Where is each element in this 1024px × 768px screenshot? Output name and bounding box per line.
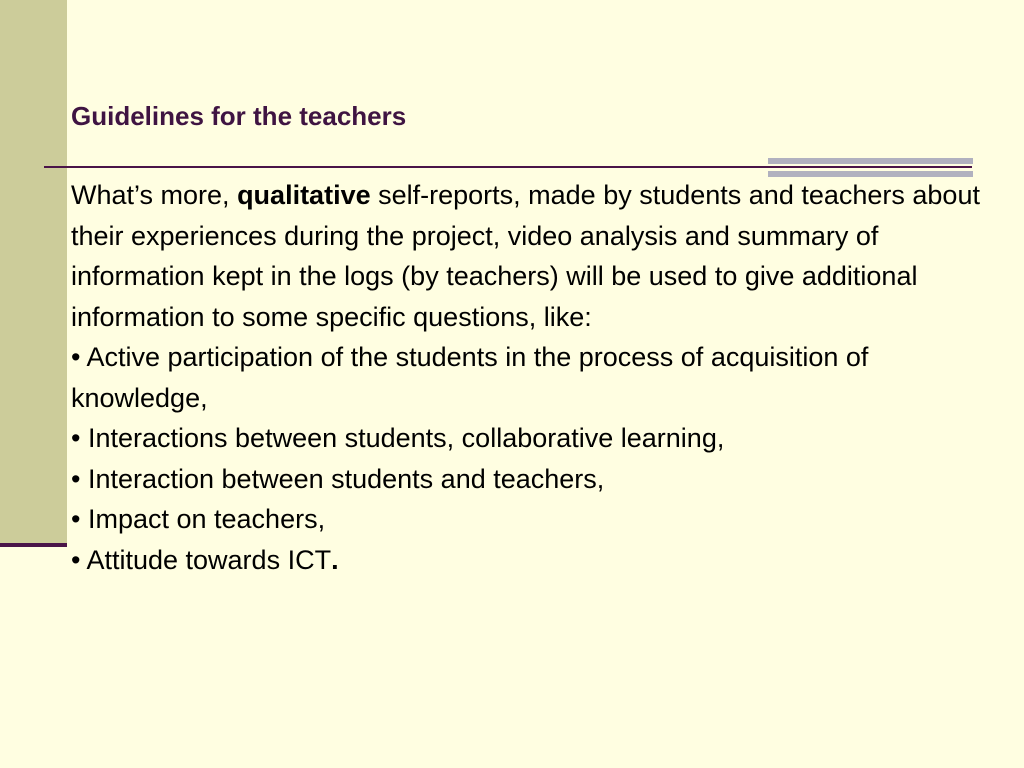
bullet-attitude-ict <box>71 540 996 581</box>
bullet-text: • Active participation of the students in the process of acquisition of knowledge, <box>71 342 869 413</box>
bullet-interactions-students <box>71 418 996 459</box>
bullet-interaction-teachers <box>71 459 996 500</box>
bullet-end-mark: . <box>331 544 339 575</box>
bullet-text: • Interaction between students and teachers, <box>71 463 605 494</box>
side-decoration-rule <box>0 543 67 547</box>
intro-paragraph <box>71 175 996 337</box>
side-decoration-bar <box>0 0 67 543</box>
intro-rest: self-reports, made by students and teachers about their experiences during the project, video analysis and summary of information kept in the logs (by teachers) will be used to give additional information to some specific questions, like: <box>71 180 980 332</box>
bullet-text: • Impact on teachers, <box>71 504 326 534</box>
bullet-active-participation <box>71 337 996 418</box>
accent-line-top <box>768 158 973 164</box>
slide-title: Guidelines for the teachers <box>71 101 407 131</box>
bullet-text: • Attitude towards ICT <box>71 544 332 575</box>
bullet-impact-teachers <box>71 499 996 540</box>
bullet-text: • Interactions between students, collaborative learning, <box>71 423 725 453</box>
intro-emphasis: qualitative <box>237 180 371 210</box>
intro-lead: What’s more, <box>71 180 238 210</box>
slide-body <box>71 175 996 580</box>
